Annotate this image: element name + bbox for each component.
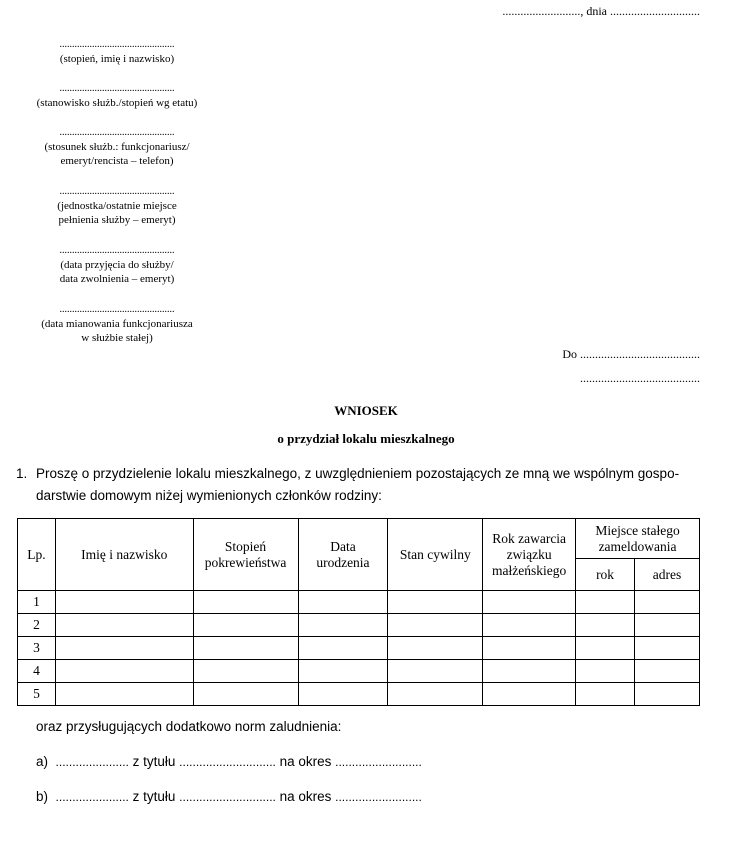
row-number: 3 — [18, 637, 56, 660]
norm-item-a — [36, 754, 422, 769]
addressee-line — [562, 347, 700, 362]
norm-item-b — [36, 789, 422, 804]
cell-residence-year[interactable] — [576, 591, 635, 614]
norm-period-dots[interactable]: .......................... — [335, 790, 422, 804]
cell-relation[interactable] — [193, 637, 298, 660]
field-label-line: (stopień, imię i nazwisko) — [59, 53, 175, 65]
norm-letter: b) — [36, 789, 49, 804]
header-line: związku — [506, 546, 552, 562]
field-label — [18, 140, 216, 168]
paragraph-line-1 — [16, 463, 706, 485]
cell-residence-address[interactable] — [635, 591, 700, 614]
field-rank-name — [18, 40, 216, 66]
field-label-line: pełnienia służby – emeryt) — [58, 214, 176, 226]
field-appointment-date — [18, 305, 216, 345]
field-label — [18, 199, 216, 227]
paragraph-text: Proszę o przydzielenie lokalu mieszkalnego, z uwzględnieniem pozostających ze mną we wspólnym gospo- — [36, 466, 680, 481]
table-header-row — [18, 519, 700, 559]
cell-residence-year[interactable] — [576, 683, 635, 706]
header-line: Rok zawarcia — [492, 530, 567, 546]
header-line: pokrewieństwa — [204, 554, 287, 570]
field-label — [18, 317, 216, 345]
col-header-birth-date — [298, 519, 388, 591]
field-label — [18, 96, 216, 110]
family-members-table — [17, 518, 700, 706]
col-header-name: Imię i nazwisko — [55, 519, 193, 591]
addressee-label: Do — [562, 347, 577, 361]
cell-birth-date[interactable] — [298, 614, 388, 637]
addressee-dots-2[interactable]: ........................................ — [580, 371, 700, 385]
document-title: WNIOSEK — [334, 403, 398, 418]
field-position — [18, 84, 216, 110]
field-label-line: (stanowisko służb./stopień wg etatu) — [36, 97, 198, 109]
col-header-residence — [576, 519, 700, 559]
field-dots[interactable]: .............................................. — [59, 187, 175, 197]
paragraph-line-2: darstwie domowym niżej wymienionych członków rodziny: — [36, 488, 382, 503]
cell-residence-address[interactable] — [635, 637, 700, 660]
table-row — [18, 683, 700, 706]
cell-residence-year[interactable] — [576, 614, 635, 637]
cell-marriage-year[interactable] — [483, 637, 576, 660]
cell-marriage-year[interactable] — [483, 683, 576, 706]
norm-period-label: na okres — [275, 789, 336, 804]
cell-residence-address[interactable] — [635, 660, 700, 683]
field-label-line: w służbie stałej) — [81, 332, 153, 344]
document-subtitle: o przydział lokalu mieszkalnego — [277, 431, 455, 446]
cell-relation[interactable] — [193, 683, 298, 706]
date-place-dots[interactable]: .......................... — [502, 4, 581, 18]
additional-norms-text: oraz przysługujących dodatkowo norm zaludnienia: — [36, 719, 342, 734]
field-label — [18, 258, 216, 286]
cell-civil-status[interactable] — [388, 614, 483, 637]
norm-count-dots[interactable]: ...................... — [55, 755, 129, 769]
row-number: 1 — [18, 591, 56, 614]
table-row — [18, 660, 700, 683]
field-label-line: data zwolnienia – emeryt) — [59, 273, 175, 285]
cell-birth-date[interactable] — [298, 591, 388, 614]
field-dots[interactable]: .............................................. — [59, 40, 175, 50]
table-row — [18, 591, 700, 614]
col-header-lp: Lp. — [18, 519, 56, 591]
field-service-dates — [18, 246, 216, 286]
col-header-civil-status: Stan cywilny — [388, 519, 483, 591]
cell-residence-year[interactable] — [576, 660, 635, 683]
field-label-line: (data mianowania funkcjonariusza — [41, 318, 193, 330]
field-dots[interactable]: .............................................. — [59, 128, 175, 138]
cell-civil-status[interactable] — [388, 660, 483, 683]
paragraph-number: 1. — [16, 466, 28, 481]
norm-letter: a) — [36, 754, 49, 769]
cell-relation[interactable] — [193, 660, 298, 683]
field-dots[interactable]: .............................................. — [59, 305, 175, 315]
row-number: 2 — [18, 614, 56, 637]
col-header-year: rok — [576, 559, 635, 591]
header-line: zameldowania — [598, 538, 677, 554]
header-line: małżeńskiego — [492, 562, 567, 578]
header-line: Stopień — [224, 538, 267, 554]
paragraph-1 — [16, 463, 706, 507]
field-dots[interactable]: .............................................. — [59, 246, 175, 256]
cell-name[interactable] — [55, 637, 193, 660]
field-unit — [18, 187, 216, 227]
date-line — [502, 4, 700, 19]
date-dots[interactable]: .............................. — [610, 4, 700, 18]
field-label-line: (stosunek służb.: funkcjonariusz/ — [44, 141, 190, 153]
field-label-line: emeryt/rencista – telefon) — [60, 155, 174, 167]
header-line: Data — [330, 538, 356, 554]
norm-title-dots[interactable]: ............................. — [179, 790, 276, 804]
field-label — [18, 52, 216, 66]
cell-residence-year[interactable] — [576, 637, 635, 660]
cell-name[interactable] — [55, 683, 193, 706]
col-header-relation — [193, 519, 298, 591]
field-service-relation — [18, 128, 216, 168]
date-label: , dnia — [580, 4, 610, 18]
cell-birth-date[interactable] — [298, 660, 388, 683]
cell-civil-status[interactable] — [388, 591, 483, 614]
norm-title-dots[interactable]: ............................. — [179, 755, 276, 769]
cell-marriage-year[interactable] — [483, 591, 576, 614]
norm-title-label: z tytułu — [128, 789, 180, 804]
cell-relation[interactable] — [193, 591, 298, 614]
norm-period-label: na okres — [275, 754, 336, 769]
cell-marriage-year[interactable] — [483, 614, 576, 637]
field-label-line: (jednostka/ostatnie miejsce — [57, 200, 177, 212]
table-row — [18, 637, 700, 660]
cell-birth-date[interactable] — [298, 637, 388, 660]
cell-name[interactable] — [55, 660, 193, 683]
field-dots[interactable]: .............................................. — [59, 84, 175, 94]
addressee-dots[interactable]: ........................................ — [580, 347, 700, 361]
cell-civil-status[interactable] — [388, 683, 483, 706]
cell-name[interactable] — [55, 591, 193, 614]
col-header-marriage-year — [483, 519, 576, 591]
row-number: 5 — [18, 683, 56, 706]
cell-civil-status[interactable] — [388, 637, 483, 660]
cell-residence-address[interactable] — [635, 683, 700, 706]
col-header-address: adres — [635, 559, 700, 591]
norm-title-label: z tytułu — [128, 754, 180, 769]
header-line: Miejsce stałego — [595, 522, 680, 538]
header-line: urodzenia — [316, 554, 370, 570]
cell-name[interactable] — [55, 614, 193, 637]
cell-relation[interactable] — [193, 614, 298, 637]
addressee-line-2 — [580, 371, 700, 386]
cell-birth-date[interactable] — [298, 683, 388, 706]
field-label-line: (data przyjęcia do służby/ — [60, 259, 174, 271]
norm-count-dots[interactable]: ...................... — [55, 790, 129, 804]
norm-period-dots[interactable]: .......................... — [335, 755, 422, 769]
cell-marriage-year[interactable] — [483, 660, 576, 683]
cell-residence-address[interactable] — [635, 614, 700, 637]
row-number: 4 — [18, 660, 56, 683]
table-row — [18, 614, 700, 637]
